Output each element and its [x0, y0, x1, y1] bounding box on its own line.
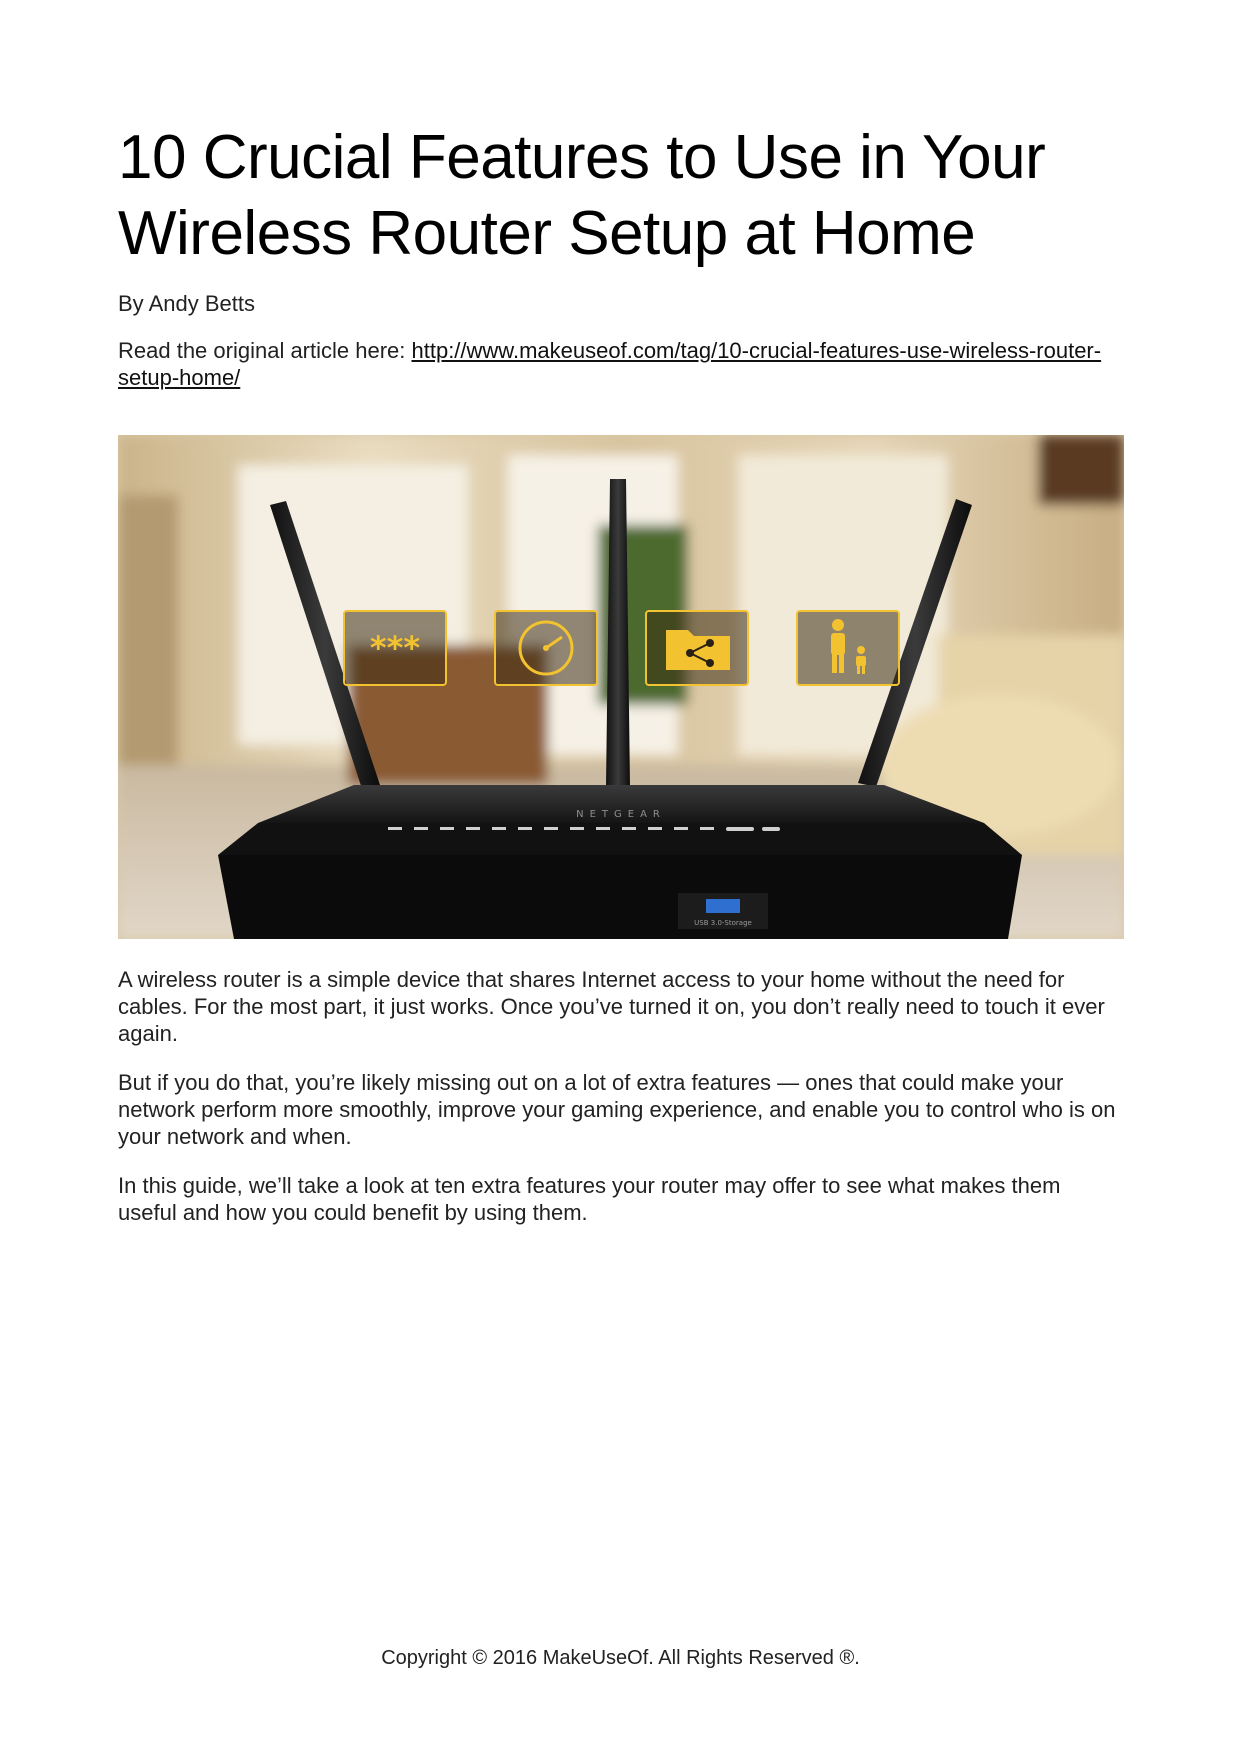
paragraph: A wireless router is a simple device that shares Internet access to your home without the need for cables. For the most part, it just works. Once you’ve turned it on, you don’t really need to touch it ever again. — [118, 967, 1105, 1046]
article-title-line-2: Wireless Router Setup at Home — [118, 199, 976, 268]
svg-text:***: *** — [369, 629, 421, 667]
source-line — [118, 337, 1128, 391]
article-title — [118, 120, 1118, 272]
copyright-footer: Copyright © 2016 MakeUseOf. All Rights Reserved ®. — [381, 1647, 860, 1669]
paragraph: But if you do that, you’re likely missing out on a lot of extra features — ones that could make your network perform more smoothly, improve your gaming experience, and enable you to control who is on your network and when. — [118, 1070, 1116, 1149]
parental-control-icon — [797, 611, 899, 685]
paragraph: In this guide, we’ll take a look at ten extra features your router may offer to see what makes them useful and how you could benefit by using them. — [118, 1173, 1061, 1225]
source-prefix: Read the original article here: — [118, 338, 412, 363]
article-title-line-1: 10 Crucial Features to Use in Your — [118, 123, 1046, 192]
share-folder-icon — [646, 611, 748, 685]
usb-port-label: USB 3.0-Storage — [694, 919, 752, 927]
source-link[interactable]: http://www.makeuseof.com/tag/10-crucial-features-use-wireless-router-setup-home/ — [118, 338, 1102, 390]
hero-image — [118, 435, 1124, 939]
speed-gauge-icon — [495, 611, 597, 685]
router-body — [218, 785, 1022, 939]
article-body — [118, 966, 1118, 1248]
password-icon — [344, 611, 446, 685]
router-brand: NETGEAR — [576, 809, 666, 820]
author-byline: By Andy Betts — [118, 291, 255, 316]
